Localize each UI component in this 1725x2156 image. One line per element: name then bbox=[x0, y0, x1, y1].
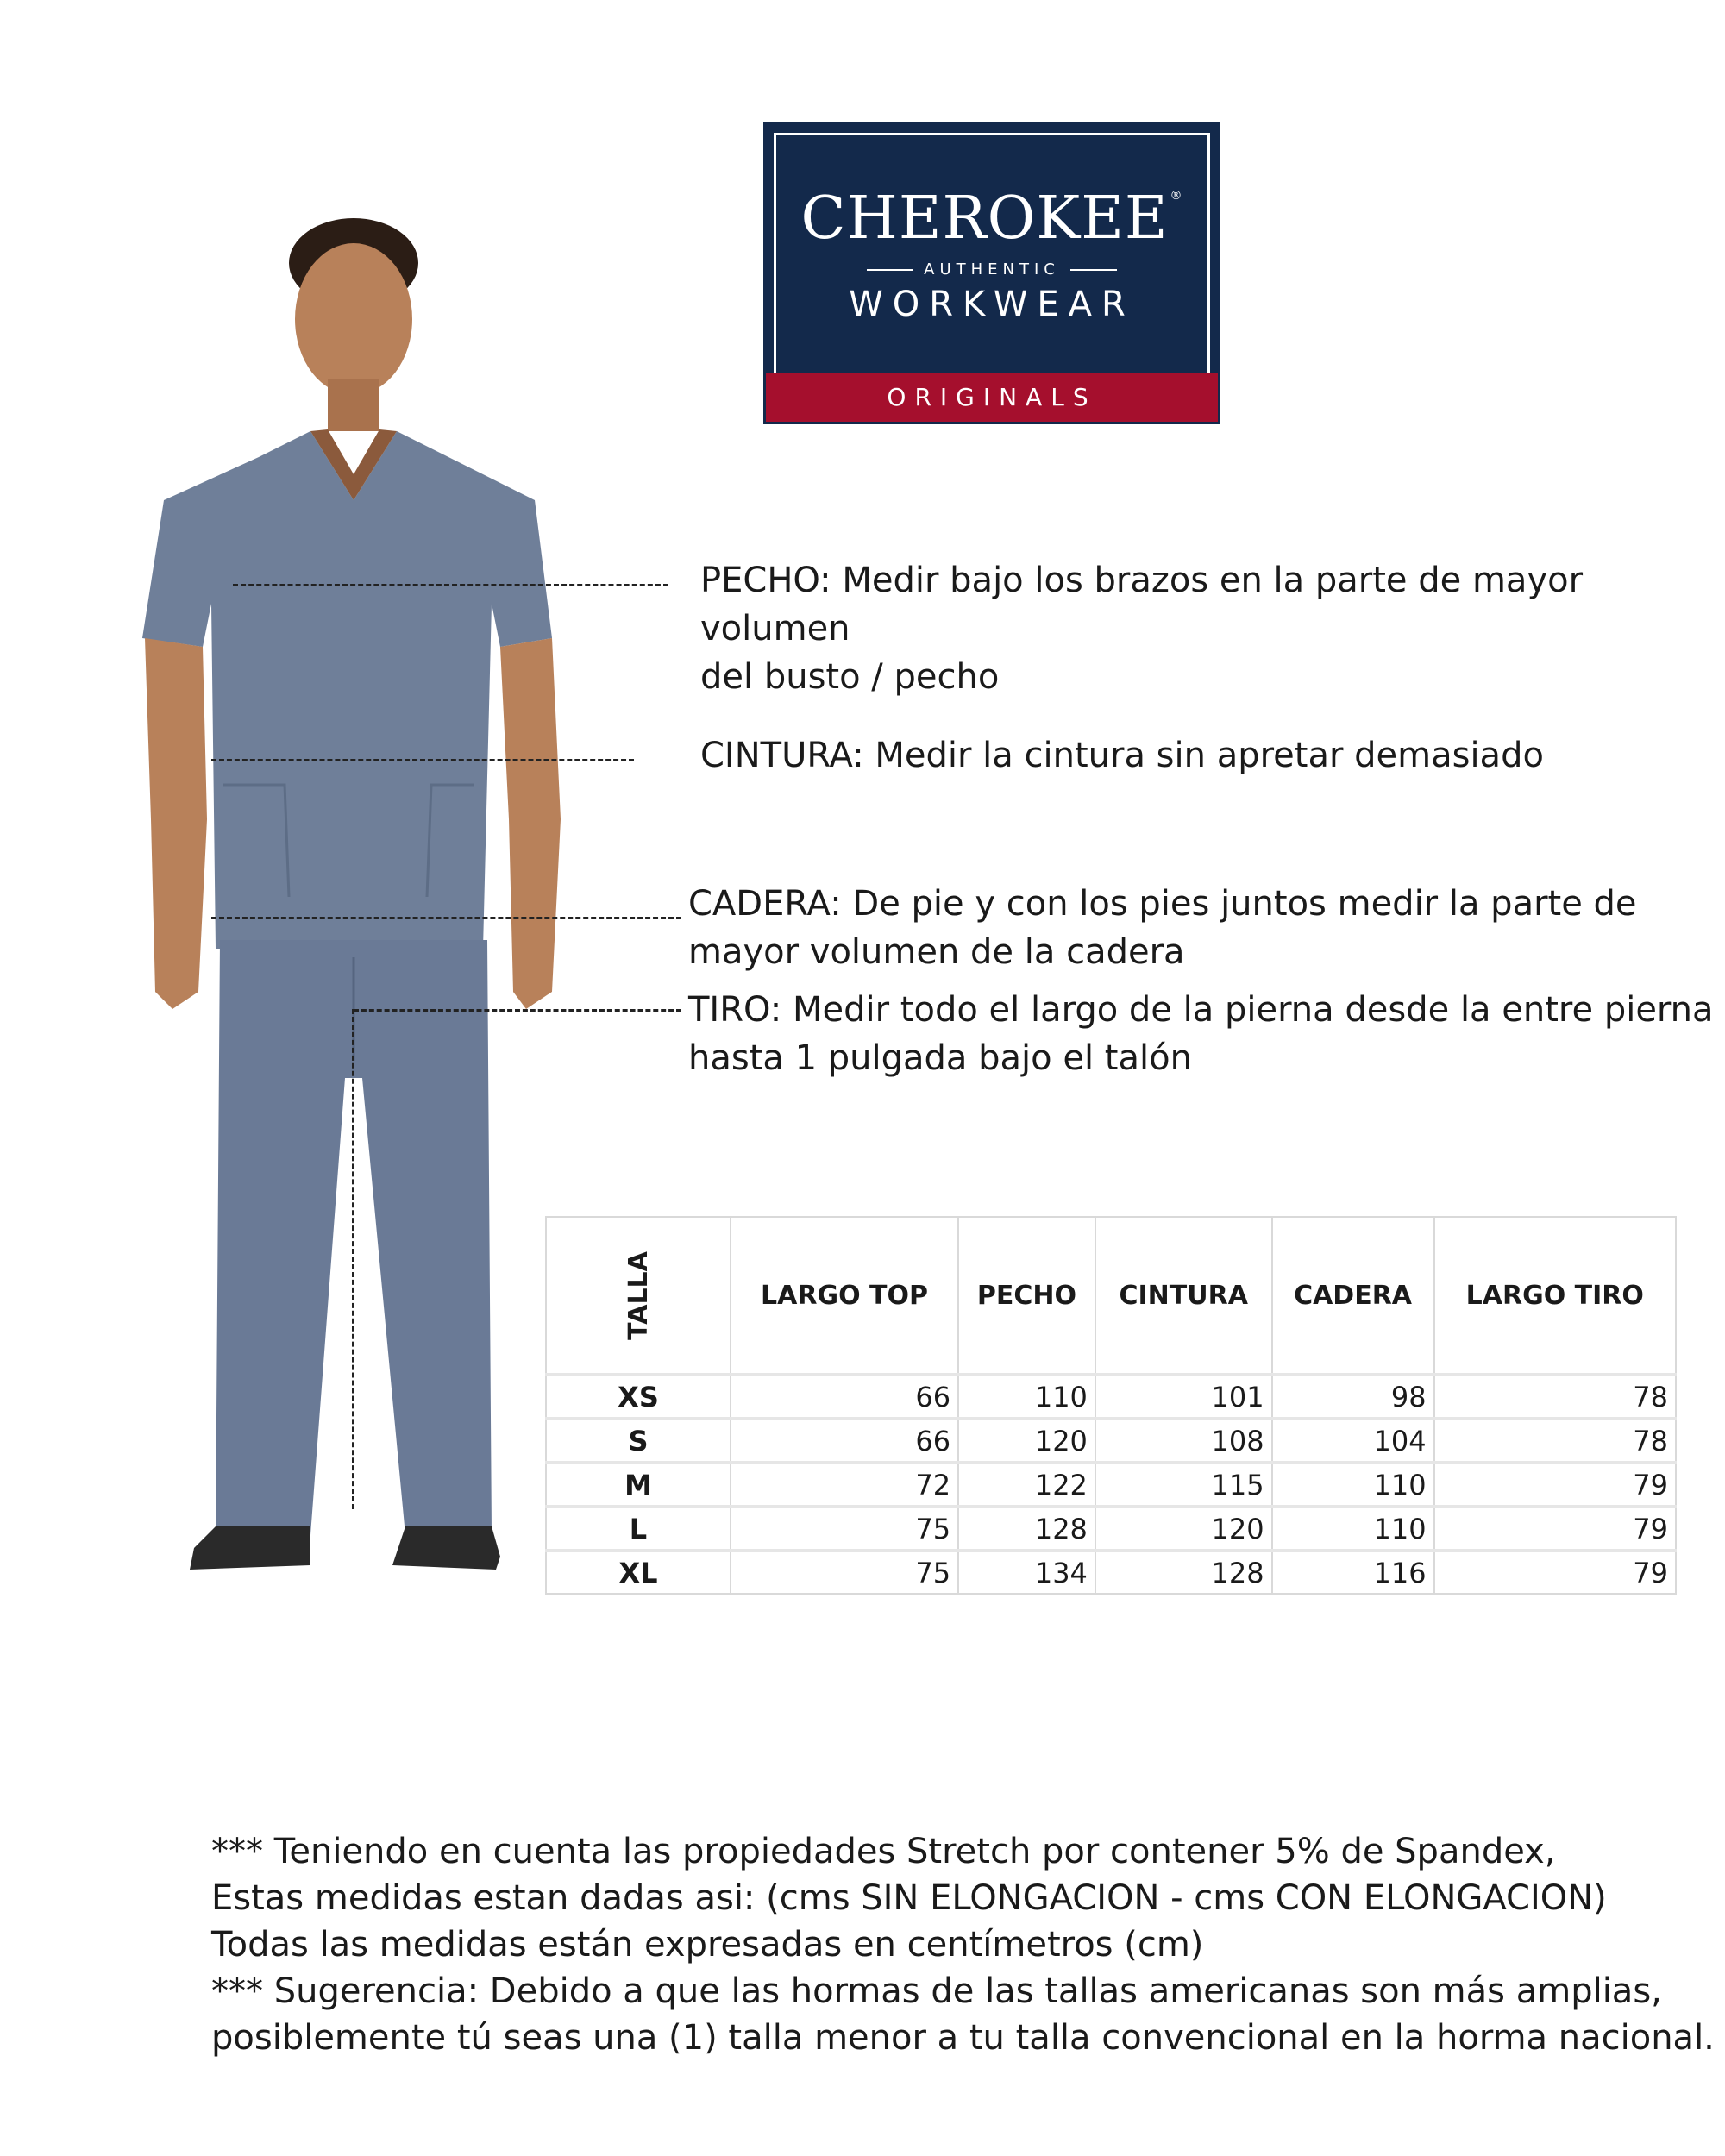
footnote-line: Todas las medidas están expresadas en centímetros (cm) bbox=[211, 1925, 1204, 1965]
logo-brand-name: CHEROKEE ® bbox=[800, 185, 1183, 253]
brand-logo bbox=[763, 122, 1220, 424]
note-tiro: TIRO: Medir todo el largo de la pierna desde la entre pierna hasta 1 pulgada bajo el talón bbox=[688, 990, 1714, 1078]
value-cell: 110 bbox=[958, 1375, 1095, 1419]
size-cell: L bbox=[546, 1507, 731, 1551]
size-cell: M bbox=[546, 1463, 731, 1507]
note-cintura: CINTURA: Medir la cintura sin apretar demasiado bbox=[700, 736, 1544, 775]
value-cell: 79 bbox=[1434, 1507, 1676, 1551]
value-cell: 104 bbox=[1272, 1419, 1434, 1463]
table-header-row bbox=[546, 1217, 1676, 1375]
value-cell: 79 bbox=[1434, 1463, 1676, 1507]
table-row bbox=[546, 1375, 1676, 1419]
header-cadera: CADERA bbox=[1272, 1217, 1434, 1375]
value-cell: 66 bbox=[731, 1419, 958, 1463]
value-cell: 108 bbox=[1095, 1419, 1272, 1463]
cadera-guide-line bbox=[211, 917, 681, 919]
value-cell: 101 bbox=[1095, 1375, 1272, 1419]
note-cadera: CADERA: De pie y con los pies juntos medir la parte de mayor volumen de la cadera bbox=[688, 884, 1637, 972]
footnote bbox=[211, 1828, 1715, 2061]
tiro-guide-line bbox=[354, 1009, 681, 1012]
value-cell: 110 bbox=[1272, 1463, 1434, 1507]
cintura-guide-line bbox=[211, 759, 634, 761]
table-row bbox=[546, 1463, 1676, 1507]
value-cell: 79 bbox=[1434, 1551, 1676, 1594]
footnote-line: Estas medidas estan dadas asi: (cms SIN ELONGACION - cms CON ELONGACION) bbox=[211, 1878, 1607, 1918]
table-row bbox=[546, 1419, 1676, 1463]
value-cell: 75 bbox=[731, 1551, 958, 1594]
note-pecho: PECHO: Medir bajo los brazos en la parte de mayor volumen del busto / pecho bbox=[700, 561, 1584, 697]
size-table bbox=[545, 1216, 1677, 1595]
header-talla: TALLA bbox=[546, 1217, 731, 1375]
value-cell: 116 bbox=[1272, 1551, 1434, 1594]
value-cell: 122 bbox=[958, 1463, 1095, 1507]
value-cell: 128 bbox=[1095, 1551, 1272, 1594]
header-largo-top: LARGO TOP bbox=[731, 1217, 958, 1375]
value-cell: 98 bbox=[1272, 1375, 1434, 1419]
header-cintura: CINTURA bbox=[1095, 1217, 1272, 1375]
value-cell: 110 bbox=[1272, 1507, 1434, 1551]
size-cell: S bbox=[546, 1419, 731, 1463]
header-pecho: PECHO bbox=[958, 1217, 1095, 1375]
pecho-guide-line bbox=[233, 584, 668, 586]
value-cell: 120 bbox=[1095, 1507, 1272, 1551]
logo-originals-band: ORIGINALS bbox=[766, 373, 1218, 422]
footnote-line: *** Teniendo en cuenta las propiedades Stretch por contener 5% de Spandex, bbox=[211, 1832, 1556, 1871]
footnote-line: posiblemente tú seas una (1) talla menor a tu talla convencional en la horma nacional. bbox=[211, 2018, 1715, 2058]
header-largo-tiro: LARGO TIRO bbox=[1434, 1217, 1676, 1375]
footnote-line: *** Sugerencia: Debido a que las hormas de las tallas americanas son más amplias, bbox=[211, 1971, 1662, 2011]
value-cell: 78 bbox=[1434, 1419, 1676, 1463]
table-row bbox=[546, 1507, 1676, 1551]
table-row bbox=[546, 1551, 1676, 1594]
logo-workwear: WORKWEAR bbox=[849, 285, 1135, 324]
value-cell: 78 bbox=[1434, 1375, 1676, 1419]
value-cell: 128 bbox=[958, 1507, 1095, 1551]
size-cell: XL bbox=[546, 1551, 731, 1594]
value-cell: 134 bbox=[958, 1551, 1095, 1594]
logo-subtitle: AUTHENTIC bbox=[763, 260, 1220, 279]
size-cell: XS bbox=[546, 1375, 731, 1419]
value-cell: 66 bbox=[731, 1375, 958, 1419]
tiro-vertical-guide bbox=[352, 1009, 354, 1509]
value-cell: 115 bbox=[1095, 1463, 1272, 1507]
value-cell: 75 bbox=[731, 1507, 958, 1551]
value-cell: 72 bbox=[731, 1463, 958, 1507]
value-cell: 120 bbox=[958, 1419, 1095, 1463]
